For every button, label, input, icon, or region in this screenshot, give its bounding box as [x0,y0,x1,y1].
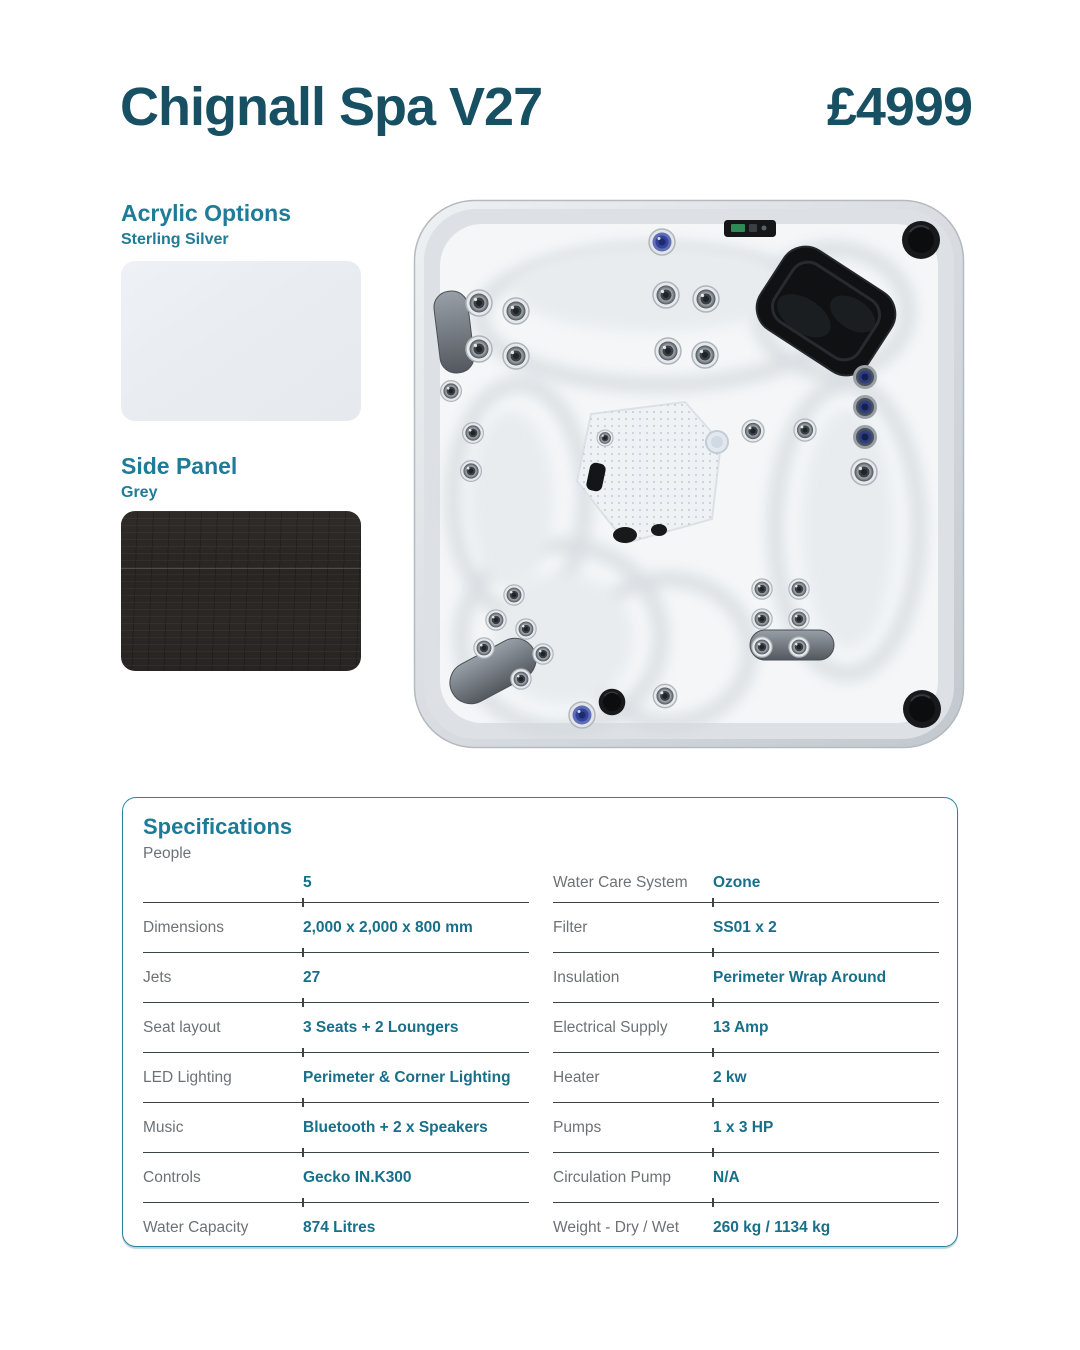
spec-value: 13 Amp [713,1018,769,1036]
spec-value: Gecko IN.K300 [303,1168,412,1186]
spec-column-left [143,864,529,1252]
spec-columns [143,864,939,1252]
acrylic-options-heading: Acrylic Options [121,200,291,226]
spec-value: 27 [303,968,321,986]
spec-value: SS01 x 2 [713,918,777,936]
spec-row-led-lighting [143,1053,529,1103]
side-panel-section [121,453,361,671]
page-title: Chignall Spa V27 [120,77,543,137]
spec-label-people: People [143,845,192,862]
spec-value: N/A [713,1168,740,1186]
spec-row-jets [143,953,529,1003]
wood-panel-seam [121,568,361,569]
spec-value: Bluetooth + 2 x Speakers [303,1118,488,1136]
spec-row-electrical-supply [553,1003,939,1053]
spec-row-people [143,864,529,903]
spec-value: 5 [303,874,312,891]
spec-value: Ozone [713,874,761,891]
spec-row-pumps [553,1103,939,1153]
spec-label: Seat layout [143,1018,221,1036]
spec-row-circulation-pump [553,1153,939,1203]
acrylic-swatch-sterling-silver [121,261,361,421]
spec-label: Controls [143,1168,201,1186]
spec-value: 2 kw [713,1068,747,1086]
side-panel-heading: Side Panel [121,453,238,479]
spec-label: Circulation Pump [553,1168,672,1186]
spec-row-controls [143,1153,529,1203]
spec-column-right [553,864,939,1252]
spec-value: 3 Seats + 2 Loungers [303,1018,459,1036]
hot-tub-illustration [413,199,965,749]
spec-label: Weight - Dry / Wet [553,1218,680,1236]
spec-row-dimensions [143,903,529,953]
acrylic-option-name: Sterling Silver [121,231,229,248]
spec-label: Insulation [553,968,620,986]
spec-row-music [143,1103,529,1153]
spec-value: Perimeter Wrap Around [713,968,887,986]
spec-row-water-care-system [553,864,939,903]
spec-value: Perimeter & Corner Lighting [303,1068,511,1086]
price: £4999 [826,77,972,137]
spec-label: Water Care System [553,874,688,891]
spec-value: 2,000 x 2,000 x 800 mm [303,918,473,936]
spec-row-water-capacity [143,1203,529,1252]
side-panel-swatch-grey [121,511,361,671]
spec-row-insulation [553,953,939,1003]
spec-value: 874 Litres [303,1218,376,1236]
spec-label: Pumps [553,1118,602,1136]
spec-label: Dimensions [143,918,224,936]
spec-label: Jets [143,968,172,986]
spec-row-heater [553,1053,939,1103]
side-panel-option-name: Grey [121,484,158,501]
spec-row-filter [553,903,939,953]
specifications-heading: Specifications [143,814,293,839]
hot-tub-top-view-image [413,199,965,749]
spec-row-weight [553,1203,939,1252]
control-panel [724,220,776,237]
spec-value: 260 kg / 1134 kg [713,1218,831,1236]
spec-label: LED Lighting [143,1068,232,1086]
spec-value: 1 x 3 HP [713,1118,774,1136]
spec-label: Heater [553,1068,600,1086]
spec-label: Music [143,1118,184,1136]
spec-row-seat-layout [143,1003,529,1053]
spec-label: Water Capacity [143,1218,249,1236]
acrylic-options-section [121,200,361,421]
specifications-card [122,797,958,1247]
spec-label: Electrical Supply [553,1018,668,1036]
spec-label: Filter [553,918,588,936]
